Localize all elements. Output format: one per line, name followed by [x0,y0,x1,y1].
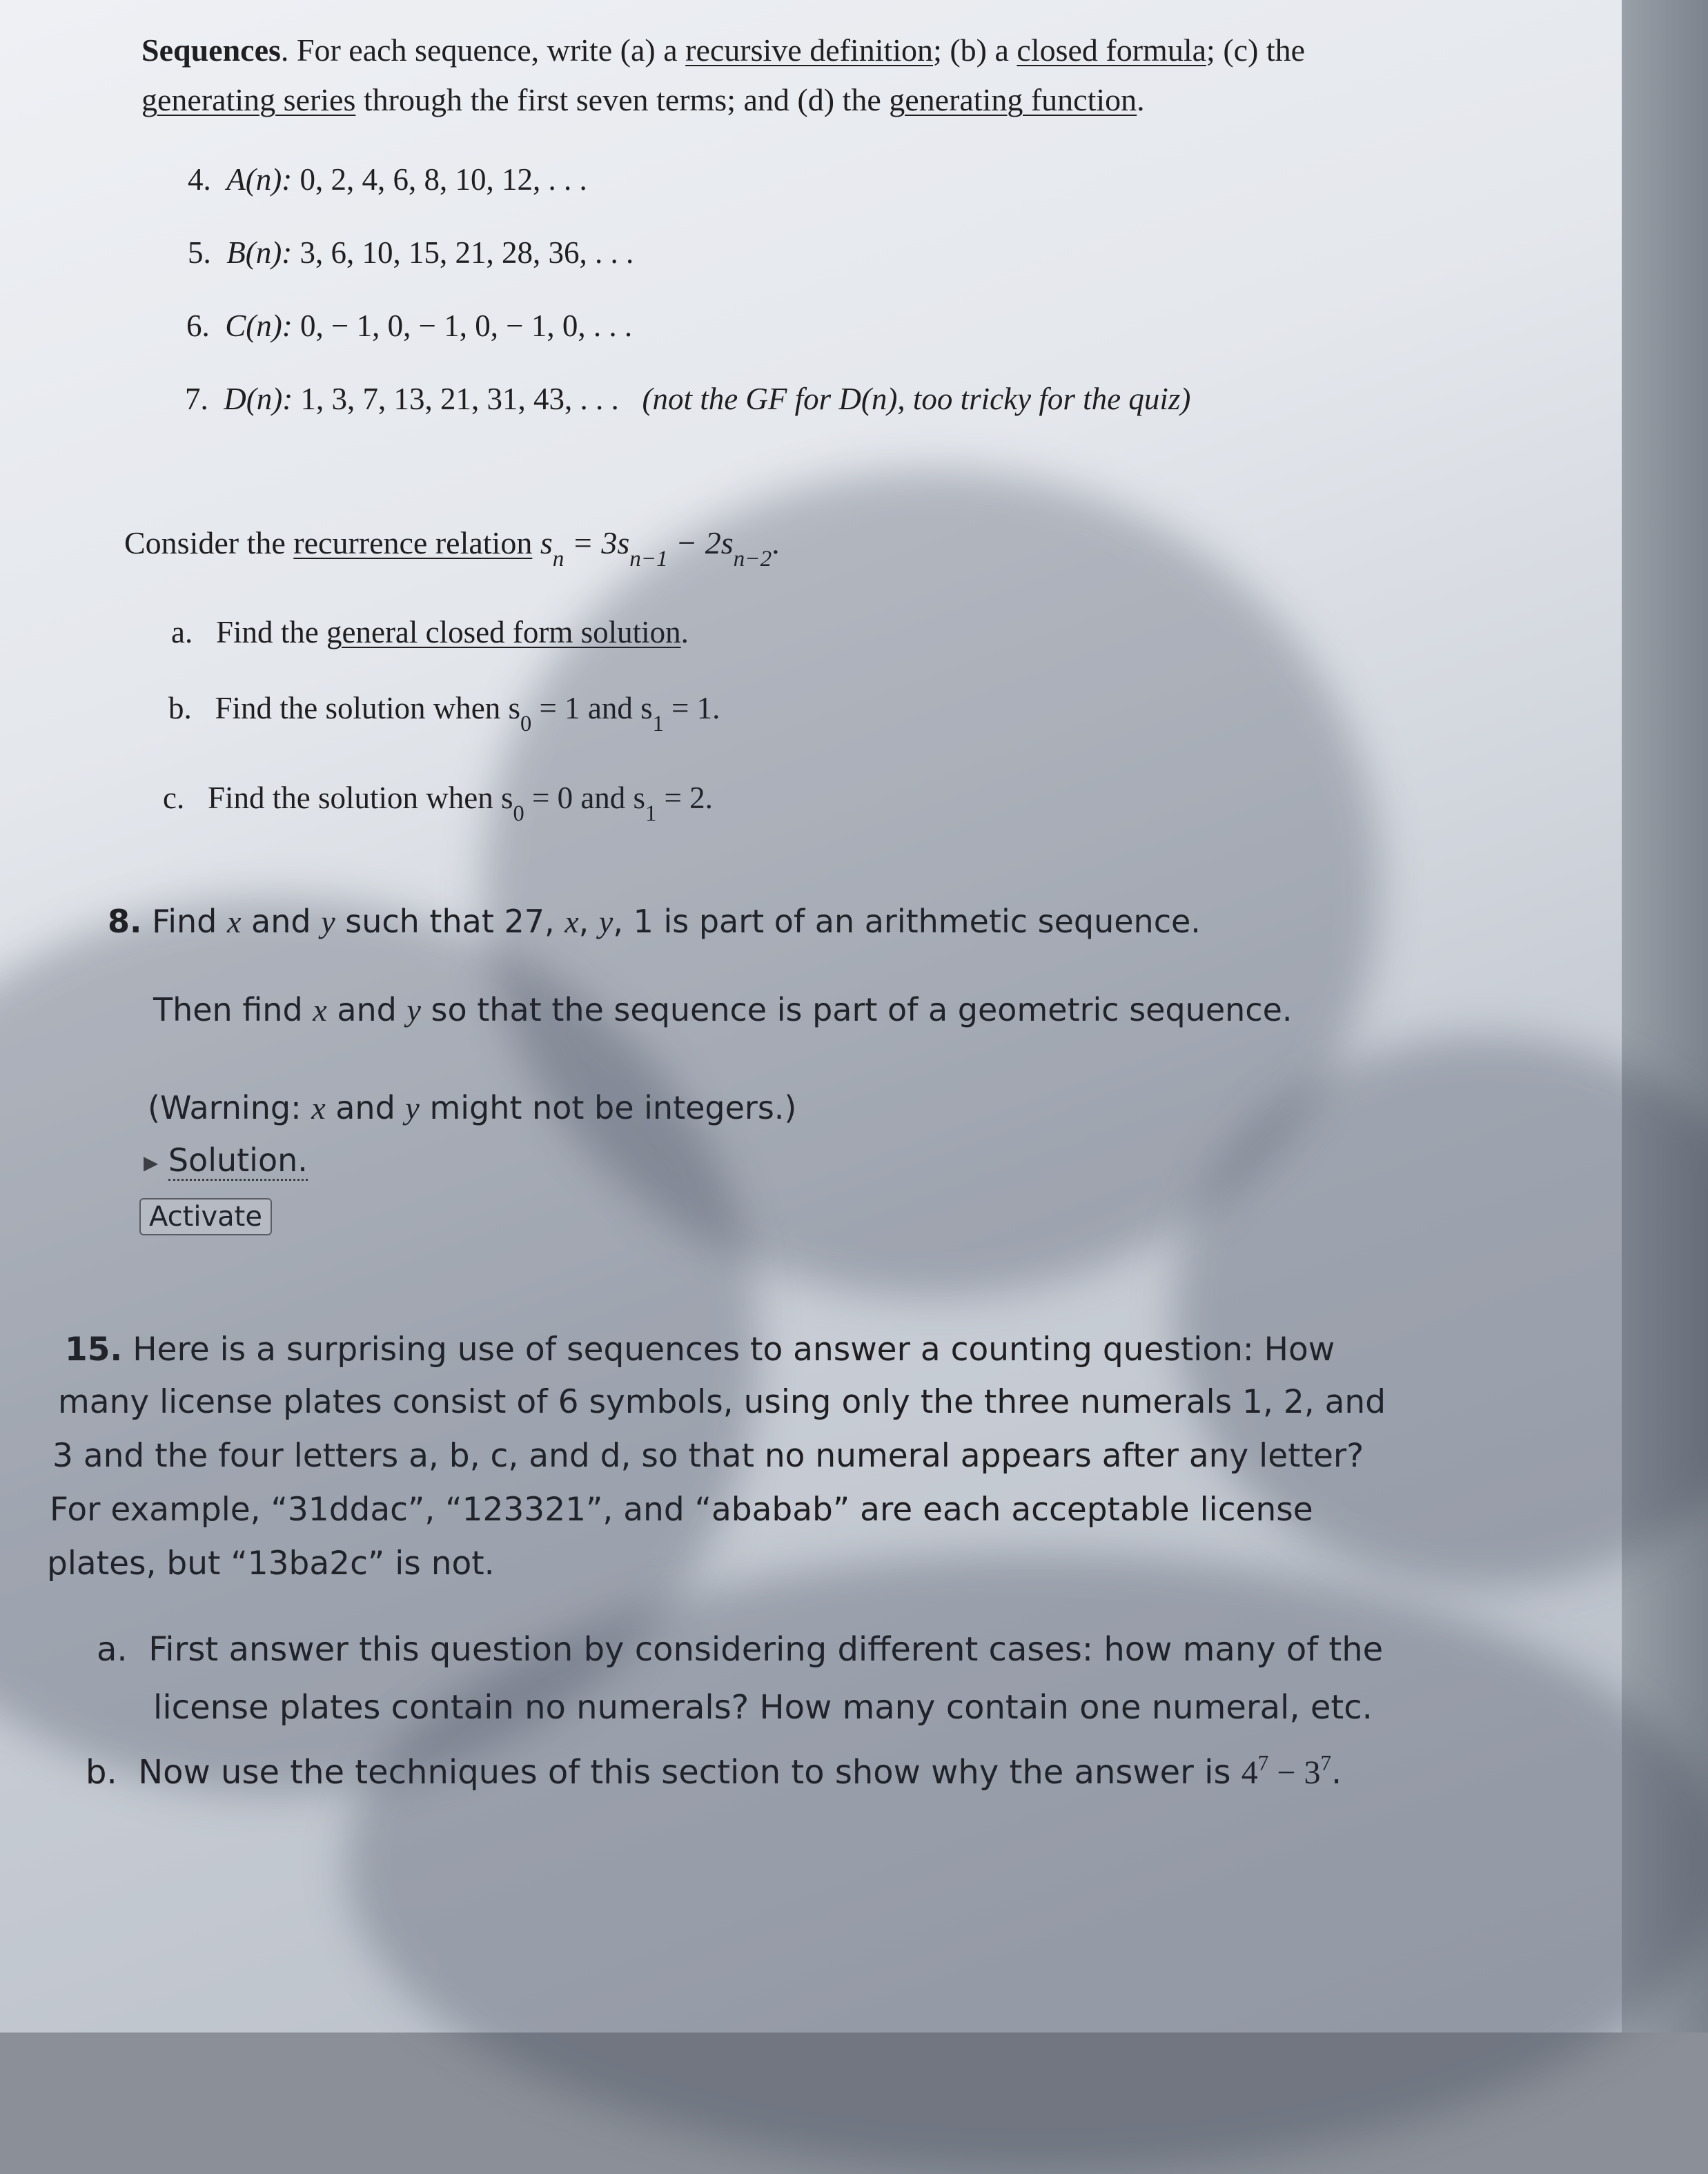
item-number: 6. [186,309,210,343]
math-number: 4 [1241,1754,1258,1791]
sequence-terms: 0, − 1, 0, − 1, 0, − 1, 0, . . . [300,309,633,343]
intro-text: ; (b) a [933,32,1017,68]
solution-label[interactable]: Solution. [168,1142,308,1181]
equation-subscript: n−1 [629,546,668,572]
problem-15-part-b [86,1753,1342,1792]
math-exponent: 7 [1320,1751,1332,1776]
problem-15-line1 [65,1331,1335,1369]
generating-series-link[interactable]: generating series [141,82,356,117]
problem-text: and [241,903,322,940]
problem-text: so that the sequence is part of a geometric sequence. [420,991,1293,1028]
part-letter: a. [171,615,193,649]
sequence-label: C(n): [225,309,293,343]
sequence-item-5 [188,235,634,271]
equation-subscript: n [552,546,565,572]
sequence-item-6 [186,308,632,344]
problem-8-line2 [153,991,1293,1028]
part-text: = 0 and s [524,781,646,815]
problem-15-line4: For example, “31ddac”, “123321”, and “ababab” are each acceptable license [50,1491,1313,1529]
part-text: Find the solution when s [215,691,521,725]
problem-text: Find [141,903,227,940]
item-number: 5. [188,235,211,270]
equation-subscript: n−2 [733,546,772,572]
part-text: . [680,615,689,649]
part-letter: b. [168,691,192,725]
item-number: 7. [185,382,208,416]
closed-formula-link[interactable]: closed formula [1017,32,1207,68]
general-closed-form-link[interactable]: general closed form solution [326,615,681,649]
intro-text: Consider the [124,525,294,560]
equation-subscript: 0 [513,801,524,826]
intro-text: through the first seven terms; and (d) the [355,82,890,117]
problem-number: 8. [108,903,142,940]
recurrence-relation-link[interactable]: recurrence relation [293,525,533,560]
math-variable: x [565,904,579,939]
problem-text: Here is a surprising use of sequences to answer a counting question: How [122,1331,1335,1369]
math-variable: x [311,1090,326,1126]
sequence-item-7 [185,381,1190,417]
part-text: = 1. [663,691,720,725]
recurrence-part-a [171,614,689,650]
generating-function-link[interactable]: generating function [889,82,1137,117]
problem-15-part-a-line1 [97,1630,1383,1669]
math-exponent: 7 [1257,1751,1269,1776]
sequence-label: A(n): [226,162,293,197]
problem-8-warning [148,1089,796,1126]
intro-text: . For each sequence, write (a) a [280,32,686,68]
equation-text: = 3s [564,525,630,560]
sequence-label: D(n): [224,382,293,416]
math-variable: y [321,904,335,939]
math-number: 3 [1304,1754,1321,1791]
math-variable: y [405,1090,420,1126]
section-title: Sequences [141,32,281,68]
part-text: Find the solution when s [207,781,513,815]
activate-button[interactable]: Activate [139,1198,272,1235]
part-text: = 2. [656,781,713,815]
part-text: . [1331,1753,1342,1792]
sequence-terms: 0, 2, 4, 6, 8, 10, 12, . . . [300,162,587,197]
math-variable: x [313,992,327,1028]
problem-text: (Warning: [148,1089,312,1126]
disclosure-triangle-icon[interactable]: ▶ [144,1151,159,1174]
part-letter: c. [163,781,185,815]
problem-8-line1 [108,903,1201,940]
problem-15-line5: plates, but “13ba2c” is not. [47,1545,495,1583]
math-variable: y [406,992,421,1028]
part-letter: b. [86,1753,117,1792]
solution-toggle[interactable] [144,1142,308,1179]
intro-text: . [1137,82,1145,117]
sequence-terms: 3, 6, 10, 15, 21, 28, 36, . . . [300,235,634,270]
recurrence-part-c [163,780,713,826]
problem-number: 15. [65,1331,123,1369]
problem-15-part-a-line2: license plates contain no numerals? How many contain one numeral, etc. [153,1688,1373,1727]
problem-text: , [578,903,599,940]
equation-text: − 2s [667,525,734,560]
section-intro-line2 [141,81,1145,118]
part-text: = 1 and s [531,691,653,725]
part-text: Now use the techniques of this section to show why the answer is [138,1753,1241,1792]
problem-text: and [325,1089,406,1126]
problem-text: , 1 is part of an arithmetic sequence. [613,903,1201,940]
part-text: First answer this question by considering different cases: how many of the [148,1630,1384,1669]
problem-15-line2: many license plates consist of 6 symbols, using only the three numerals 1, 2, and [58,1383,1386,1421]
intro-text: ; (c) the [1206,32,1306,68]
recurrence-part-b [168,690,720,736]
equation-subscript: 0 [520,711,532,736]
sequence-terms: 1, 3, 7, 13, 21, 31, 43, . . . [300,382,619,416]
sequence-note: (not the GF for D(n), too tricky for the quiz) [642,382,1191,416]
recurrence-intro [124,525,780,572]
problem-text: might not be integers.) [419,1089,797,1126]
part-letter: a. [97,1630,128,1669]
problem-text: and [326,991,407,1028]
section-intro-line1 [141,32,1305,68]
item-number: 4. [188,162,211,197]
problem-text: Then find [153,991,313,1028]
problem-15-line3: 3 and the four letters a, b, c, and d, so that no numeral appears after any letter? [52,1437,1364,1475]
part-text: Find the [215,615,326,649]
math-variable: y [598,904,613,939]
sequence-item-4 [188,161,587,197]
background-surface [1622,0,1708,2033]
equation-subscript: 1 [652,711,664,736]
equation-text: . [772,525,780,560]
equation-subscript: 1 [645,801,657,826]
math-operator: − [1268,1754,1304,1791]
recursive-definition-link[interactable]: recursive definition [685,32,934,68]
problem-text: such that 27, [335,903,565,940]
equation-symbol: s [540,525,553,560]
math-variable: x [226,904,242,939]
sequence-label: B(n): [226,235,293,270]
